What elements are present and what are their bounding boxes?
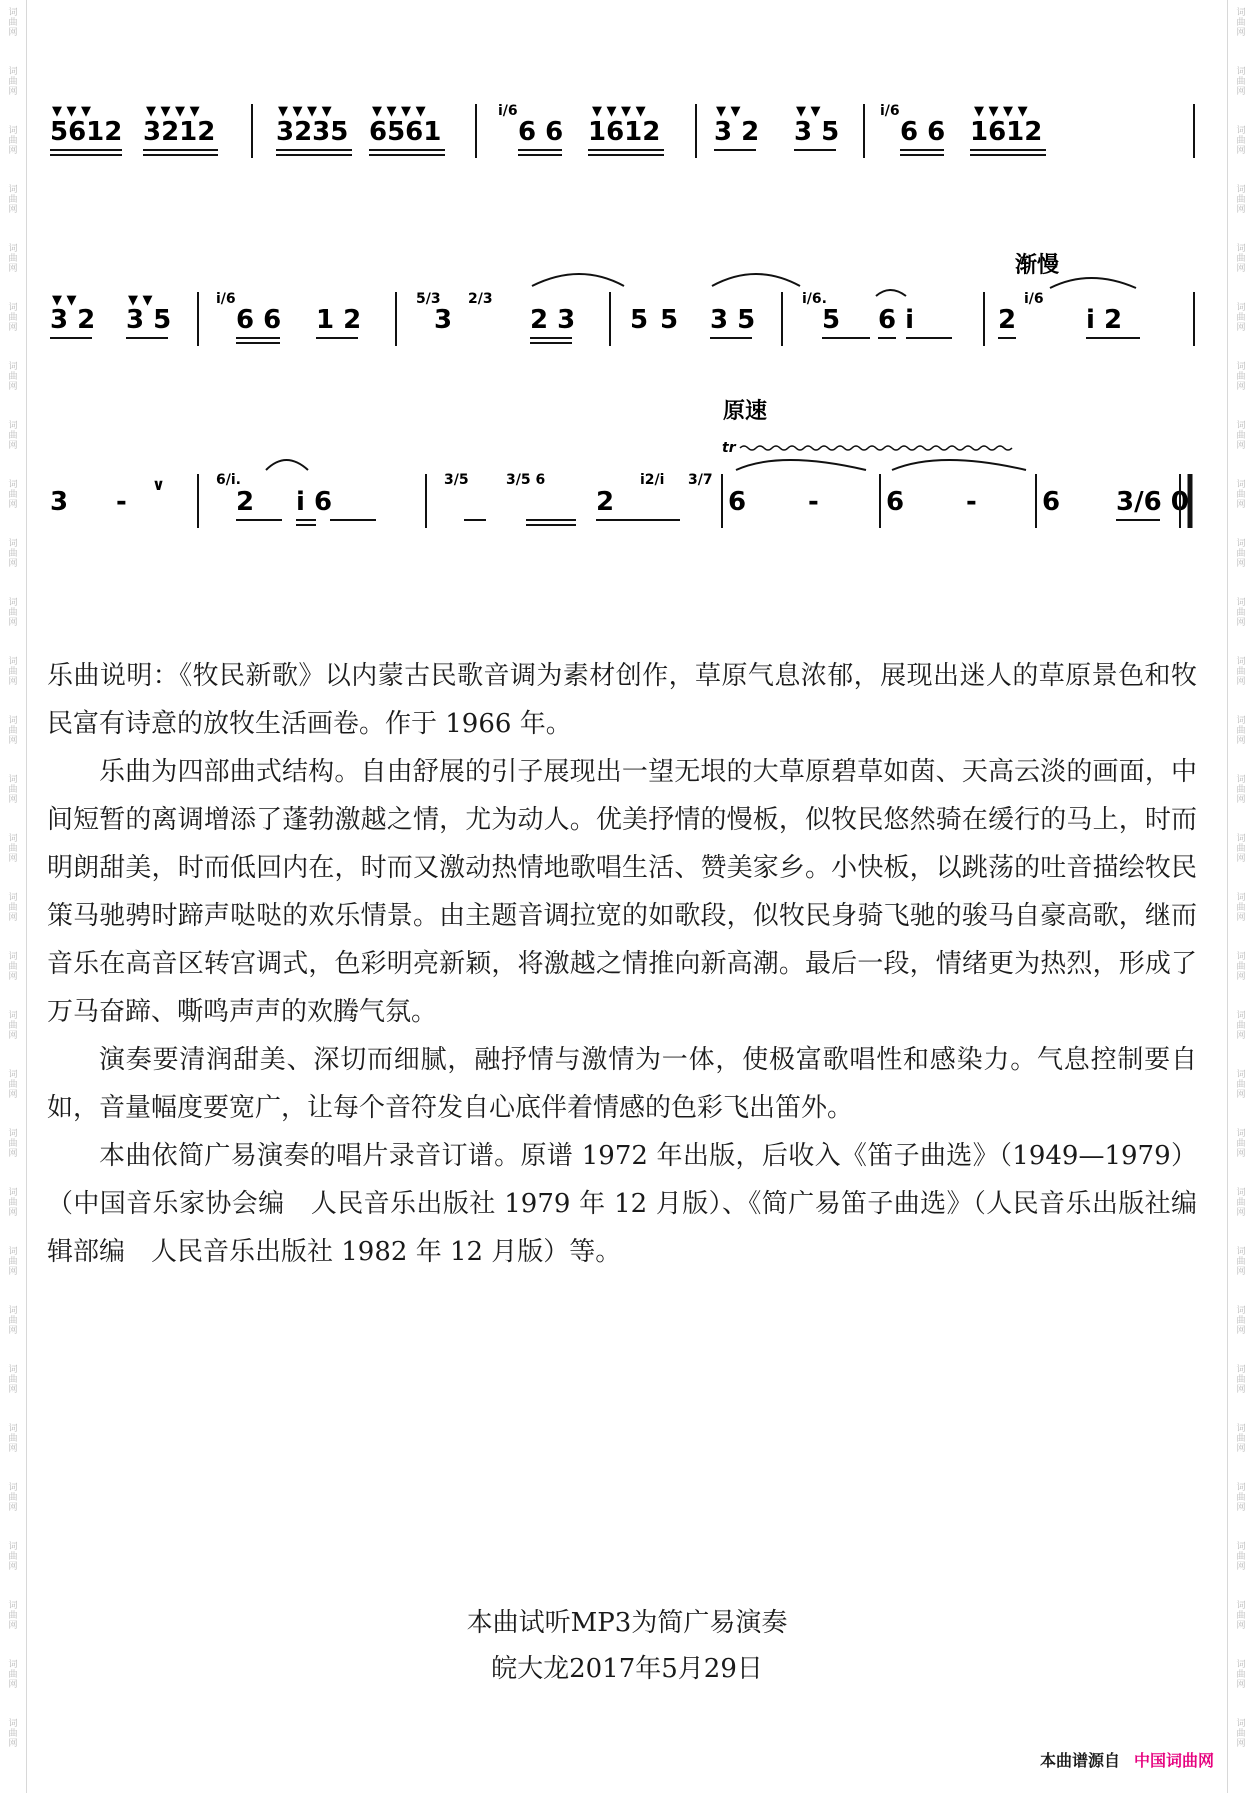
note-group: 6 bbox=[886, 487, 905, 517]
measure-1-5 bbox=[880, 103, 1046, 155]
tonguing-marks: ▼ ▼ ▼ ▼ bbox=[278, 104, 332, 119]
edge-watermark: 词 曲 网 bbox=[8, 421, 18, 451]
note-group: - bbox=[116, 487, 127, 517]
edge-watermark: 词 曲 网 bbox=[8, 480, 18, 510]
tonguing-marks: ▼ ▼ bbox=[796, 104, 821, 119]
edge-watermark: 词 曲 网 bbox=[8, 1129, 18, 1159]
edge-watermark: 词 曲 网 bbox=[8, 303, 18, 333]
edge-watermark: 词 曲 网 bbox=[1236, 1424, 1246, 1454]
note-group: 2 bbox=[998, 305, 1017, 335]
tempo-mark-a-tempo: 原速 bbox=[723, 399, 768, 424]
trill-line bbox=[740, 446, 1012, 450]
edge-watermark: 词 曲 网 bbox=[1236, 1660, 1246, 1690]
note-group: - bbox=[808, 487, 819, 517]
edge-watermark: 词 曲 网 bbox=[1236, 1365, 1246, 1395]
note-group: 3/6 0 bbox=[1116, 487, 1189, 517]
note-group: 6 6 bbox=[900, 117, 946, 147]
edge-watermark: 词 曲 网 bbox=[1236, 8, 1246, 38]
tonguing-marks: ▼ ▼ ▼ ▼ bbox=[146, 104, 200, 119]
date-signature: 皖大龙2017年5月29日 bbox=[491, 1654, 763, 1684]
edge-watermark: 词 曲 网 bbox=[8, 1306, 18, 1336]
note-group: 5 bbox=[660, 305, 679, 335]
score-row-1 bbox=[50, 103, 1194, 158]
edge-watermark: 词 曲 网 bbox=[8, 893, 18, 923]
grace-note: 6/i. bbox=[216, 472, 241, 488]
trill-mark: tr bbox=[722, 440, 736, 456]
edge-watermark: 词 曲 网 bbox=[1236, 1306, 1246, 1336]
edge-watermark: 词 曲 网 bbox=[8, 1011, 18, 1041]
edge-watermark: 词 曲 网 bbox=[1236, 775, 1246, 805]
tonguing-marks: ▼ ▼ ▼ bbox=[52, 104, 92, 119]
measure-2-4 bbox=[630, 274, 800, 338]
grace-note: 2/3 bbox=[468, 291, 493, 307]
note-group: 6561 bbox=[369, 117, 442, 147]
measure-3-5 bbox=[886, 460, 1026, 517]
note-group: 3 5 bbox=[794, 117, 840, 147]
edge-watermark: 词 曲 网 bbox=[8, 185, 18, 215]
edge-watermark: 词 曲 网 bbox=[1236, 893, 1246, 923]
note-group: 6 bbox=[728, 487, 747, 517]
edge-watermark: 词 曲 网 bbox=[1236, 1070, 1246, 1100]
measure-3-1 bbox=[50, 475, 165, 517]
grace-note: 3/5 6 bbox=[506, 472, 546, 488]
note-group: 3 bbox=[434, 305, 453, 335]
edge-watermark: 词 曲 网 bbox=[8, 1542, 18, 1572]
edge-watermark: 词 曲 网 bbox=[1236, 952, 1246, 982]
recording-note: 本曲试听MP3为简广易演奏 bbox=[466, 1608, 788, 1638]
edge-watermark: 词 曲 网 bbox=[8, 1483, 18, 1513]
edge-watermark: 词 曲 网 bbox=[1236, 1188, 1246, 1218]
measure-3-3 bbox=[444, 472, 713, 525]
edge-watermark: 词 曲 网 bbox=[8, 126, 18, 156]
grace-note: i/6 bbox=[880, 103, 900, 119]
note-group: 3 5 bbox=[710, 305, 756, 335]
edge-watermark: 词 曲 网 bbox=[8, 1601, 18, 1631]
measure-1-1 bbox=[50, 104, 218, 155]
grace-note: i2/i bbox=[640, 472, 665, 488]
edge-watermark: 词 曲 网 bbox=[1236, 421, 1246, 451]
grace-note: 5/3 bbox=[416, 291, 441, 307]
note-group: 2 bbox=[236, 487, 255, 517]
edge-watermark: 词 曲 网 bbox=[8, 1070, 18, 1100]
measure-2-3 bbox=[416, 274, 624, 343]
tempo-mark-ritardando: 渐慢 bbox=[1015, 253, 1060, 278]
grace-note: i/6 bbox=[216, 291, 236, 307]
edge-watermark: 词 曲 网 bbox=[1236, 1542, 1246, 1572]
note-group: i 6 bbox=[296, 487, 333, 517]
note-group: 2 3 bbox=[530, 305, 576, 335]
grace-note: 3/7 bbox=[688, 472, 713, 488]
note-group: 1612 bbox=[970, 117, 1043, 147]
source-brand-link[interactable]: 中国词曲网 bbox=[1133, 1751, 1214, 1770]
edge-watermark: 词 曲 网 bbox=[8, 1660, 18, 1690]
edge-watermark: 词 曲 网 bbox=[1236, 716, 1246, 746]
edge-watermark: 词 曲 网 bbox=[8, 8, 18, 38]
measure-2-2 bbox=[216, 291, 361, 343]
source-prefix: 本曲谱源自 bbox=[1039, 1751, 1120, 1770]
note-group: 5 bbox=[822, 305, 841, 335]
left-edge-strip bbox=[0, 0, 27, 1793]
note-group: 2 bbox=[596, 487, 615, 517]
edge-watermark: 词 曲 网 bbox=[1236, 1129, 1246, 1159]
edge-watermark: 词 曲 网 bbox=[1236, 598, 1246, 628]
jianpu-score bbox=[40, 0, 1220, 560]
edge-watermark: 词 曲 网 bbox=[1236, 67, 1246, 97]
note-group: 3 2 bbox=[50, 305, 96, 335]
tune-description bbox=[47, 652, 1197, 1276]
breath-mark: ∨ bbox=[152, 475, 165, 494]
edge-watermark: 词 曲 网 bbox=[8, 657, 18, 687]
grace-note: i/6. bbox=[802, 291, 827, 307]
measure-2-1 bbox=[50, 293, 171, 338]
tonguing-marks: ▼ ▼ ▼ ▼ bbox=[974, 104, 1028, 119]
score-row-3 bbox=[50, 398, 1190, 528]
measure-1-2 bbox=[276, 104, 445, 155]
grace-note: i/6 bbox=[1024, 291, 1044, 307]
edge-watermark: 词 曲 网 bbox=[1236, 834, 1246, 864]
tonguing-marks: ▼ ▼ bbox=[52, 293, 77, 308]
measure-3-4 bbox=[728, 460, 866, 517]
note-group: 3 5 bbox=[126, 305, 172, 335]
edge-watermark: 词 曲 网 bbox=[1236, 480, 1246, 510]
edge-watermark: 词 曲 网 bbox=[1236, 657, 1246, 687]
note-group: 6 i bbox=[878, 305, 915, 335]
edge-watermark: 词 曲 网 bbox=[1236, 539, 1246, 569]
note-group: 5612 bbox=[50, 117, 123, 147]
measure-3-6 bbox=[1042, 487, 1189, 520]
note-group: 3235 bbox=[276, 117, 349, 147]
measure-2-6 bbox=[998, 278, 1140, 338]
edge-watermark: 词 曲 网 bbox=[8, 1247, 18, 1277]
edge-watermark: 词 曲 网 bbox=[1236, 1483, 1246, 1513]
note-group: 3212 bbox=[143, 117, 216, 147]
note-group: 6 6 bbox=[518, 117, 564, 147]
note-group: 1 2 bbox=[316, 305, 362, 335]
edge-watermark: 词 曲 网 bbox=[8, 539, 18, 569]
tonguing-marks: ▼ ▼ ▼ ▼ bbox=[592, 104, 646, 119]
measure-2-5 bbox=[802, 290, 952, 338]
tonguing-marks: ▼ ▼ bbox=[716, 104, 741, 119]
edge-watermark: 词 曲 网 bbox=[8, 775, 18, 805]
edge-watermark: 词 曲 网 bbox=[1236, 1719, 1246, 1749]
description-paragraph: 乐曲说明：《牧民新歌》以内蒙古民歌音调为素材创作，草原气息浓郁，展现出迷人的草原景色和牧民富有诗意的放牧生活画卷。作于 1966 年。 bbox=[47, 661, 1197, 739]
note-group: 3 bbox=[50, 487, 69, 517]
grace-note: i/6 bbox=[498, 103, 518, 119]
edge-watermark: 词 曲 网 bbox=[1236, 126, 1246, 156]
edge-watermark: 词 曲 网 bbox=[1236, 244, 1246, 274]
description-paragraph: 本曲依简广易演奏的唱片录音订谱。原谱 1972 年出版，后收入《笛子曲选》（1949—1979）（中国音乐家协会编 人民音乐出版社 1979 年 12 月版）、《简广易笛子曲选》（人民音乐出版社编辑部编 人民音乐出版社 1982 年 12 月版）等。 bbox=[47, 1141, 1197, 1267]
note-group: 1612 bbox=[588, 117, 661, 147]
note-group: - bbox=[966, 487, 977, 517]
edge-watermark: 词 曲 网 bbox=[8, 598, 18, 628]
source-credit bbox=[1040, 1748, 1214, 1771]
edge-watermark: 词 曲 网 bbox=[8, 1188, 18, 1218]
edge-watermark: 词 曲 网 bbox=[1236, 1601, 1246, 1631]
edge-watermark: 词 曲 网 bbox=[1236, 185, 1246, 215]
edge-watermark: 词 曲 网 bbox=[1236, 1247, 1246, 1277]
measure-1-3 bbox=[498, 103, 664, 155]
edge-watermark: 词 曲 网 bbox=[8, 716, 18, 746]
note-group: i 2 bbox=[1086, 305, 1123, 335]
note-group: 5 bbox=[630, 305, 649, 335]
right-edge-strip bbox=[1227, 0, 1254, 1793]
edge-watermark: 词 曲 网 bbox=[8, 1365, 18, 1395]
edge-watermark: 词 曲 网 bbox=[8, 67, 18, 97]
edge-watermark: 词 曲 网 bbox=[8, 952, 18, 982]
description-paragraph: 演奏要清润甜美、深切而细腻，融抒情与激情为一体，使极富歌唱性和感染力。气息控制要自如，音量幅度要宽广，让每个音符发自心底伴着情感的色彩飞出笛外。 bbox=[47, 1045, 1197, 1123]
edge-watermark: 词 曲 网 bbox=[8, 362, 18, 392]
measure-1-4 bbox=[714, 104, 839, 150]
measure-3-2 bbox=[216, 460, 376, 525]
edge-watermark: 词 曲 网 bbox=[8, 834, 18, 864]
edge-watermark: 词 曲 网 bbox=[1236, 303, 1246, 333]
description-paragraph: 乐曲为四部曲式结构。自由舒展的引子展现出一望无垠的大草原碧草如茵、天高云淡的画面，中间短暂的离调增添了蓬勃激越之情，尤为动人。优美抒情的慢板，似牧民悠然骑在缓行的马上，时而明朗甜美，时而低回内在，时而又激动热情地歌唱生活、赞美家乡。小快板，以跳荡的吐音描绘牧民策马驰骋时蹄声哒哒的欢乐情景。由主题音调拉宽的如歌段，似牧民身骑飞驰的骏马自豪高歌，继而音乐在高音区转宫调式，色彩明亮新颖，将激越之情推向新高潮。最后一段，情绪更为热烈，形成了万马奋蹄、嘶鸣声声的欢腾气氛。 bbox=[47, 757, 1197, 1027]
tonguing-marks: ▼ ▼ ▼ ▼ bbox=[372, 104, 426, 119]
edge-watermark: 词 曲 网 bbox=[8, 1424, 18, 1454]
grace-note: 3/5 bbox=[444, 472, 469, 488]
tonguing-marks: ▼ ▼ bbox=[128, 293, 153, 308]
edge-watermark: 词 曲 网 bbox=[8, 1719, 18, 1749]
note-group: 3 2 bbox=[714, 117, 760, 147]
score-row-2 bbox=[50, 252, 1194, 346]
edge-watermark: 词 曲 网 bbox=[1236, 362, 1246, 392]
edge-watermark: 词 曲 网 bbox=[1236, 1011, 1246, 1041]
edge-watermark: 词 曲 网 bbox=[8, 244, 18, 274]
note-group: 6 6 bbox=[236, 305, 282, 335]
note-group: 6 bbox=[1042, 487, 1061, 517]
